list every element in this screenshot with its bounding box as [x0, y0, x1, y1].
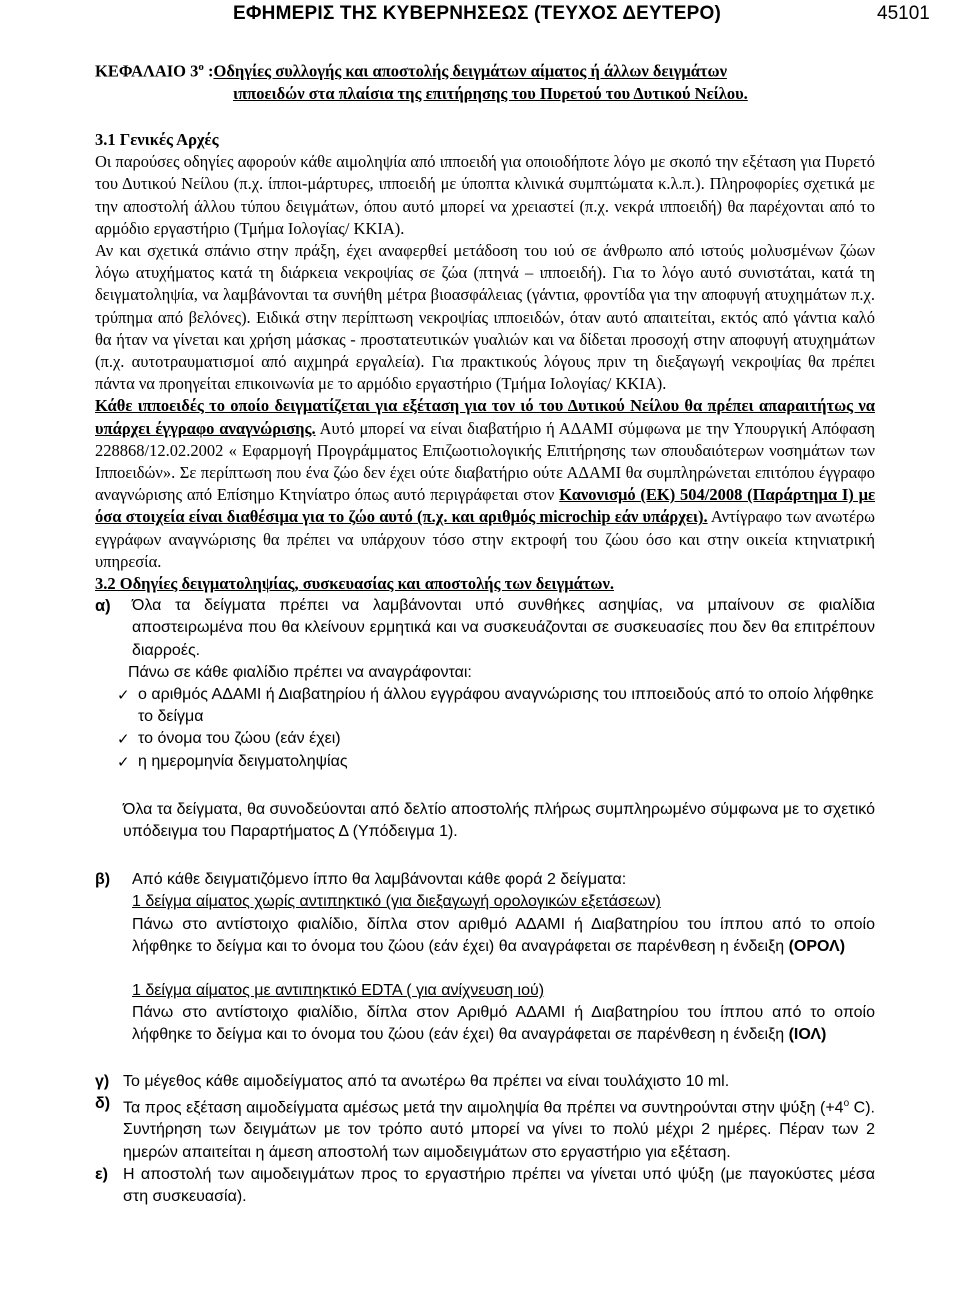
serology-tag: (ΟΡΟΛ): [788, 937, 846, 955]
item-b-marker: β): [95, 871, 111, 889]
section-3-1-paragraph-1: Οι παρούσες οδηγίες αφορούν κάθε αιμοληψία από ιπποειδή για οποιοδήποτε λόγο με σκοπό την εξέταση για Πυρετό του Δυτικού Νείλου (π.χ. ίπποι-μάρτυρες, ιπποειδή με ύποπτα κλινικά συμπτώματα κ.λ.π.). Πληροφορίες σχετικά με την αποστολή άλλου τύπου δειγμάτων, όπου αυτό μπορεί να χρειαστεί (π.χ. νεκρά ιπποειδή) θα παρέχονται από το αρμόδιο εργαστήριο (Τμήμα Ιολογίας/ ΚΚΙΑ).: [95, 152, 875, 238]
chapter-title-line2: ιπποειδών στα πλαίσια της επιτήρησης του Πυρετού του Δυτικού Νείλου.: [233, 83, 748, 103]
item-a: [95, 595, 875, 662]
chapter-superscript: ο: [198, 61, 204, 73]
section-3-1-paragraph-3: [95, 395, 875, 573]
sample-1-heading: 1 δείγμα αίματος χωρίς αντιπηκτικό (για διεξαγωγή ορολογικών εξετάσεων): [132, 893, 661, 911]
page-number: 45101: [877, 3, 930, 24]
chapter-heading: [95, 56, 875, 105]
item-a-marker: α): [95, 597, 111, 616]
section-3-2-heading: 3.2 Οδηγίες δειγματοληψίας, συσκευασίας και αποστολής των δειγμάτων.: [95, 573, 614, 593]
label-instructions-intro: Πάνω σε κάθε φιαλίδιο πρέπει να αναγράφονται:: [128, 663, 472, 681]
item-e-text: Η αποστολή των αιμοδειγμάτων προς το εργαστήριο πρέπει να γίνεται υπό ψύξη (με παγοκύστες μέσα στη συσκευασία).: [123, 1165, 875, 1205]
identification-tail: Αντίγραφο των ανωτέρω εγγράφων αναγνώρισης θα πρέπει να υπάρχουν τόσο στην εκτροφή του ζώου όσο και στην οικεία κτηνιατρική υπηρεσία.: [95, 507, 875, 571]
sample-1-text: Πάνω στο αντίστοιχο φιαλίδιο, δίπλα στον αριθμό ΑΔΑΜΙ ή Διαβατηρίου του ίππου από το οποίο λήφθηκε το δείγμα και το όνομα του ζώου (εάν έχει) θα αναγράφεται σε παρένθεση η ένδειξη (ΟΡΟΛ): [132, 915, 875, 955]
document-body: [95, 56, 875, 1208]
sample-2-heading: 1 δείγμα αίματος με αντιπηκτικό EDTA ( για ανίχνευση ιού): [132, 982, 545, 1000]
identification-text: Αυτό μπορεί να είναι διαβατήριο ή ΑΔΑΜΙ σύμφωνα με την Υπουργική Απόφαση 228868/12.02.2002 « Εφαρμογή Προγράμματος Επιζωοτιολογικής Επιτήρησης των σπουδαιότερων νοσημάτων των Ιπποειδών». Σε περίπτωση που ένα ζώο δεν έχει ούτε διαβατήριο ούτε ΑΔΑΜΙ θα συμπληρώνεται επιτόπου έγγραφο αναγνώρισης από Επίσημο Κτηνίατρο όπως αυτό περιγράφεται στον: [95, 418, 875, 505]
checklist-item: ✓ το όνομα του ζώου (εάν έχει): [117, 728, 875, 750]
item-d: [95, 1093, 875, 1164]
chapter-title-line1: Οδηγίες συλλογής και αποστολής δειγμάτων αίματος ή άλλων δειγμάτων: [213, 61, 727, 81]
identification-requirement: Κάθε ιπποειδές το οποίο δειγματίζεται για εξέταση για τον ιό του Δυτικού Νείλου θα πρέπει απαραιτήτως να υπάρχει έγγραφο αναγνώρισης.: [95, 396, 875, 438]
item-a-text: Όλα τα δείγματα πρέπει να λαμβάνονται υπό συνθήκες ασηψίας, να μπαίνουν σε φιαλίδια αποστειρωμένα που θα κλείνουν ερμητικά και να συσκευάζονται σε συσκευασίες που δεν θα επιτρέπουν διαρροές.: [132, 597, 875, 659]
section-3-1-paragraph-2: Αν και σχετικά σπάνιο στην πράξη, έχει αναφερθεί μετάδοση του ιού σε άνθρωπο από ιστούς μολυσμένων ζώων λόγω ατυχήματος κατά τη διάρκεια νεκροψίας σε ζώα (πτηνά – ιπποειδή). Για το λόγο αυτό συνιστάται, κατά τη δειγματοληψία, να λαμβάνονται τα συνήθη μέτρα βιοασφάλειας (γάντια, φροντίδα για την αποφυγή ατυχημάτων π.χ. τρύπημα από βελόνες). Ειδικά στην περίπτωση νεκροψίας ιπποειδών, όταν αυτό απαιτείται, εκτός από γάντια καλό θα ήταν να γίνεται και χρήση μάσκας - προστατευτικών γυαλιών και να δίδεται προσοχή στην αποφυγή ατυχημάτων (π.χ. αυτοτραυματισμοί από αιχμηρά εργαλεία). Για πρακτικούς λόγους πριν τη διεξαγωγή νεκροψίας θα πρέπει πάντα να προηγείται επικοινωνία με το αρμόδιο εργαστήριο (Τμήμα Ιολογίας/ ΚΚΙΑ).: [95, 240, 875, 394]
item-c-text: Το μέγεθος κάθε αιμοδείγματος από τα ανωτέρω θα πρέπει να είναι τουλάχιστο 10 ml.: [123, 1072, 730, 1090]
checkmark-icon: ✓: [117, 685, 130, 704]
item-e: [95, 1164, 875, 1208]
chapter-colon: :: [203, 61, 214, 81]
item-d-text: Τα προς εξέταση αιμοδείγματα αμέσως μετά την αιμοληψία θα πρέπει να συντηρούνται στην ψύξη ($+4^o$ C). Συντήρηση των δειγμάτων με τον τρόπο αυτό μπορεί να γίνει το πολύ μέχρι 2 ημέρες. Πέραν των 2 ημερών απαιτείται η άμεση αποστολή των αιμοδειγμάτων στο εργαστήριο για εξέταση.: [123, 1097, 875, 1161]
gazette-header-title: ΕΦΗΜΕΡΙΣ ΤΗΣ ΚΥΒΕΡΝΗΣΕΩΣ (ΤΕΥΧΟΣ ΔΕΥΤΕΡΟ): [233, 3, 721, 24]
virology-tag: (ΙΟΛ): [788, 1026, 827, 1044]
sample-2-text: Πάνω στο αντίστοιχο φιαλίδιο, δίπλα στον Αριθμό ΑΔΑΜΙ ή Διαβατηρίου του ίππου από το οποίο λήφθηκε το δείγμα και το όνομα του ζώου (εάν έχει) θα αναγράφεται σε παρένθεση η ένδειξη (ΙΟΛ): [132, 1004, 875, 1044]
section-3-1-heading: 3.1 Γενικές Αρχές: [95, 129, 219, 149]
dispatch-note: Όλα τα δείγματα, θα συνοδεύονται από δελτίο αποστολής πλήρως συμπληρωμένο σύμφωνα με το σχετικό υπόδειγμα του Παραρτήματος Δ (Υπόδειγμα 1).: [123, 800, 875, 840]
item-e-marker: ε): [95, 1165, 108, 1183]
checkmark-icon: ✓: [117, 752, 130, 771]
chapter-label: ΚΕΦΑΛΑΙΟ 3: [95, 61, 199, 81]
item-b-intro: Από κάθε δειγματιζόμενο ίππο θα λαμβάνονται κάθε φορά 2 δείγματα:: [132, 871, 627, 889]
item-c: [95, 1071, 875, 1093]
item-d-marker: δ): [95, 1094, 111, 1112]
regulation-reference: Κανονισμό (ΕΚ) 504/2008 (Παράρτημα Ι) με όσα στοιχεία είναι διαθέσιμα για το ζώο αυτό (π.χ. και αριθμός microchip εάν υπάρχει).: [95, 485, 875, 527]
checklist-item: ✓ η ημερομηνία δειγματοληψίας: [117, 751, 875, 773]
item-c-marker: γ): [95, 1072, 110, 1090]
item-b: [95, 869, 875, 1046]
checklist-item: ✓ ο αριθμός ΑΔΑΜΙ ή Διαβατηρίου ή άλλου εγγράφου αναγνώρισης του ιπποειδούς από το οποίο λήφθηκε το δείγμα: [117, 685, 874, 726]
label-checklist: [95, 684, 875, 773]
checkmark-icon: ✓: [117, 730, 130, 749]
